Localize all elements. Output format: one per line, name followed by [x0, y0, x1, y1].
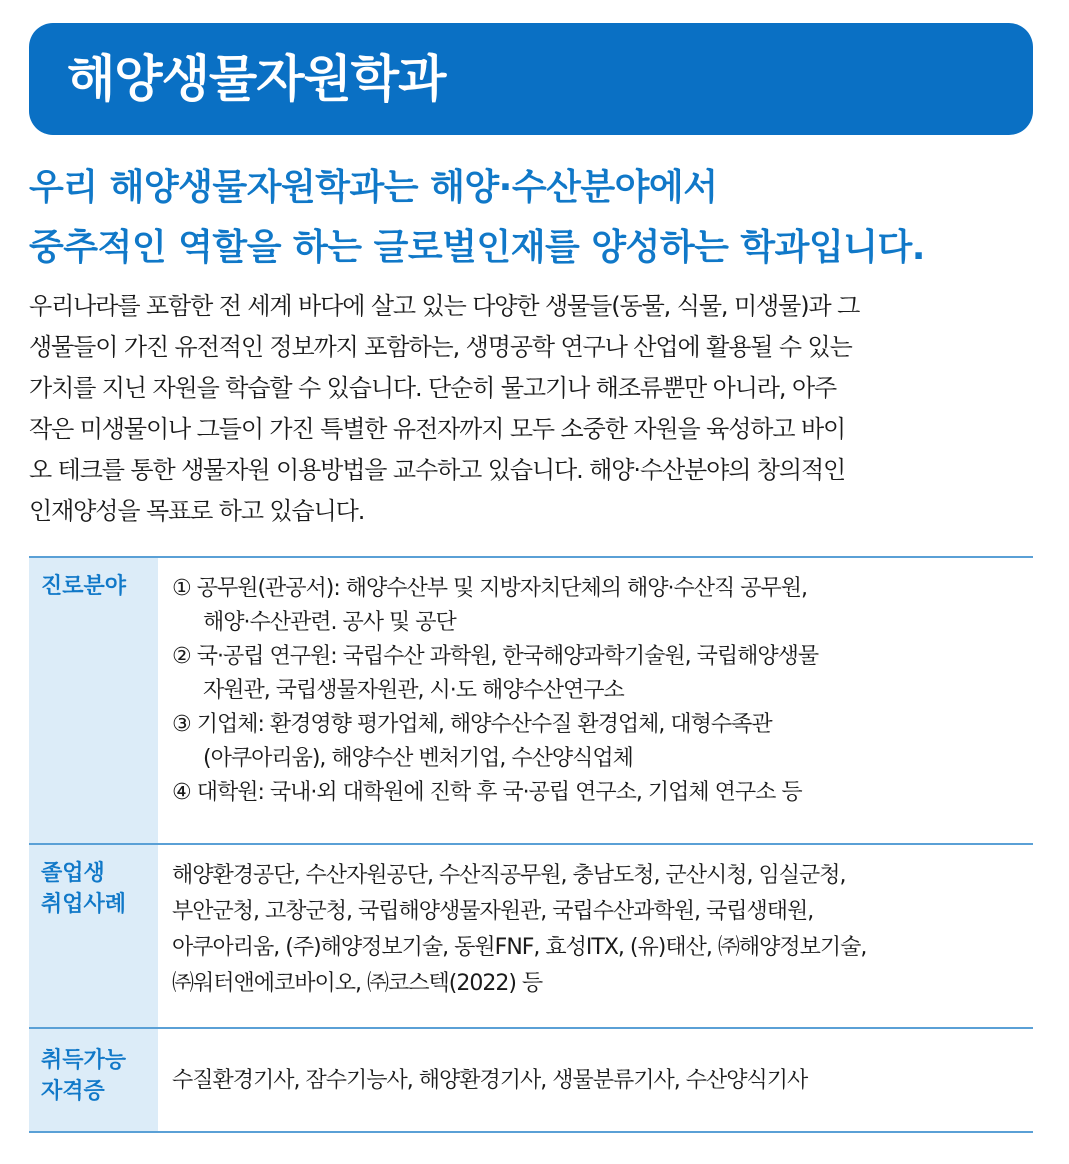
career-line: ② 국·공립 연구원: 국립수산 과학원, 한국해양과학기술원, 국립해양생물	[172, 644, 819, 669]
career-label: 진로분야	[29, 558, 158, 843]
intro-line: 오 테크를 통한 생물자원 이용방법을 교수하고 있습니다. 해양·수산분야의 창의적인	[29, 456, 846, 484]
certificates-content	[158, 1029, 1033, 1131]
career-line: ① 공무원(관공서): 해양수산부 및 지방자치단체의 해양·수산직 공무원,	[172, 576, 808, 601]
headline-line: 우리 해양생물자원학과는 해양·수산분야에서	[29, 167, 718, 208]
certificates-label-line: 자격증	[41, 1079, 105, 1104]
certificates-label-line: 취득가능	[41, 1048, 127, 1073]
headline-line: 중추적인 역할을 하는 글로벌인재를 양성하는 학과입니다.	[29, 227, 925, 268]
employment-row	[29, 845, 1033, 1029]
intro-paragraph	[29, 286, 1039, 532]
employment-line: 아쿠아리움, (주)해양정보기술, 동원FNF, 효성ITX, (유)태산, ㈜해양정보기술,	[172, 935, 867, 960]
employment-line: 부안군청, 고창군청, 국립해양생물자원관, 국립수산과학원, 국립생태원,	[172, 899, 814, 924]
intro-line: 가치를 지닌 자원을 학습할 수 있습니다. 단순히 물고기나 해조류뿐만 아니라, 아주	[29, 374, 837, 402]
info-table	[29, 556, 1033, 1133]
intro-line: 생물들이 가진 유전적인 정보까지 포함하는, 생명공학 연구나 산업에 활용될 수 있는	[29, 333, 852, 361]
career-line: (아쿠아리움), 해양수산 벤처기업, 수산양식업체	[203, 746, 633, 771]
certificates-text: 수질환경기사, 잠수기능사, 해양환경기사, 생물분류기사, 수산양식기사	[172, 1067, 808, 1093]
employment-line: ㈜워터앤에코바이오, ㈜코스텍(2022) 등	[172, 971, 543, 996]
employment-label-line: 취업사례	[41, 892, 127, 917]
employment-label	[29, 845, 158, 1027]
certificates-label	[29, 1029, 158, 1131]
career-row	[29, 558, 1033, 845]
title-banner	[29, 23, 1033, 135]
headline	[29, 158, 1039, 278]
career-line: ③ 기업체: 환경영향 평가업체, 해양수산수질 환경업체, 대형수족관	[172, 712, 772, 737]
intro-line: 우리나라를 포함한 전 세계 바다에 살고 있는 다양한 생물들(동물, 식물, 미생물)과 그	[29, 292, 860, 320]
intro-line: 인재양성을 목표로 하고 있습니다.	[29, 497, 365, 525]
certificates-row	[29, 1029, 1033, 1133]
career-line: 해양·수산관련. 공사 및 공단	[203, 610, 456, 635]
employment-label-line: 졸업생	[41, 861, 105, 886]
employment-content	[158, 845, 1033, 1027]
career-content	[158, 558, 1033, 843]
department-title: 해양생물자원학과	[67, 50, 446, 108]
intro-line: 작은 미생물이나 그들이 가진 특별한 유전자까지 모두 소중한 자원을 육성하고 바이	[29, 415, 846, 443]
career-line: ④ 대학원: 국내·외 대학원에 진학 후 국·공립 연구소, 기업체 연구소 등	[172, 780, 802, 805]
career-line: 자원관, 국립생물자원관, 시·도 해양수산연구소	[203, 678, 624, 703]
employment-line: 해양환경공단, 수산자원공단, 수산직공무원, 충남도청, 군산시청, 임실군청,	[172, 863, 846, 888]
